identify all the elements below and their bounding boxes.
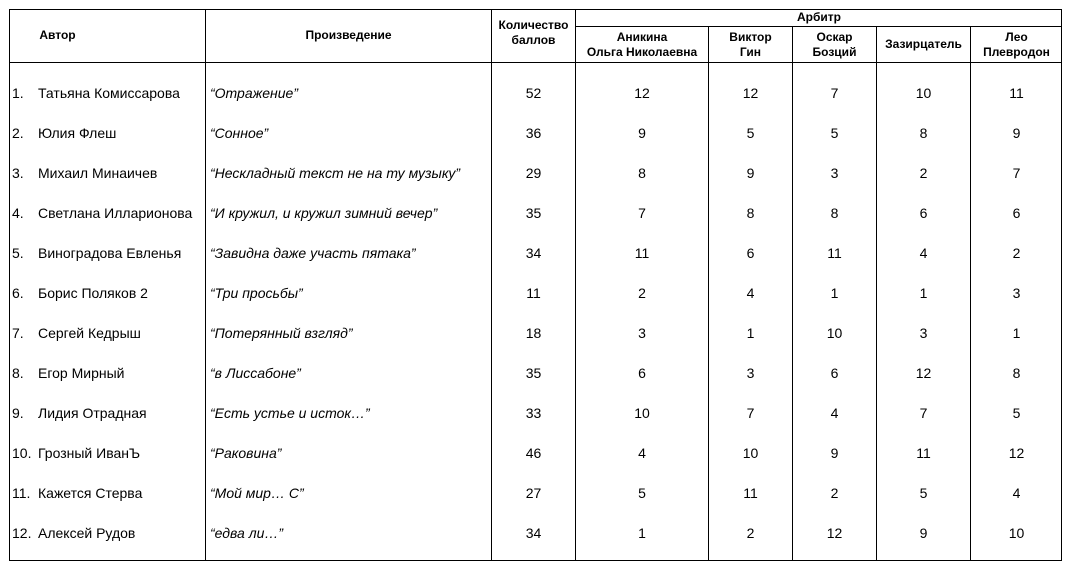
header-judge-plevrodon xyxy=(971,30,1062,60)
judge-mark: 10 xyxy=(1008,525,1025,541)
author-name: Светлана Илларионова xyxy=(38,205,193,221)
work-title: “едва ли…” xyxy=(210,525,284,541)
judge-mark: 11 xyxy=(743,485,758,501)
total-score: 36 xyxy=(525,125,542,141)
judge-mark: 8 xyxy=(638,165,646,181)
row-number: 6. xyxy=(12,285,24,301)
row-number: 8. xyxy=(12,365,24,381)
author-name: Кажется Стерва xyxy=(38,485,143,501)
judge-mark: 5 xyxy=(919,485,928,501)
judge-mark: 1 xyxy=(919,285,928,301)
judge-mark: 9 xyxy=(746,165,755,181)
author-name: Егор Мирный xyxy=(38,365,125,381)
author-name: Лидия Отрадная xyxy=(38,405,147,421)
author-name: Юлия Флеш xyxy=(38,125,117,141)
total-score: 35 xyxy=(525,205,542,221)
judge-mark: 5 xyxy=(638,485,646,501)
judge-mark: 10 xyxy=(915,85,932,101)
header-judge-gin xyxy=(709,30,792,60)
judge-mark: 4 xyxy=(830,405,839,421)
judge-mark: 8 xyxy=(746,205,755,221)
judge-mark: 8 xyxy=(1012,365,1021,381)
judge-line2: Плевродон xyxy=(983,45,1050,59)
total-score: 52 xyxy=(525,85,542,101)
judge-mark: 6 xyxy=(638,365,646,381)
judge-mark: 2 xyxy=(919,165,928,181)
row-number: 2. xyxy=(12,125,24,141)
author-name: Борис Поляков 2 xyxy=(38,285,148,301)
judge-mark: 11 xyxy=(634,245,650,261)
column-divider xyxy=(205,9,206,561)
judge-mark: 5 xyxy=(1012,405,1021,421)
judge-mark: 6 xyxy=(746,245,755,261)
judge-mark: 5 xyxy=(830,125,839,141)
judge-mark: 9 xyxy=(638,125,646,141)
judge-mark: 8 xyxy=(919,125,928,141)
judge-line1: Зазирцатель xyxy=(885,37,962,51)
judge-mark: 9 xyxy=(919,525,928,541)
header-judge-zazirtsatel xyxy=(877,37,970,52)
work-title: “Раковина” xyxy=(210,445,282,461)
row-number: 11. xyxy=(12,485,31,501)
author-name: Алексей Рудов xyxy=(38,525,136,541)
judge-line2: Ольга Николаевна xyxy=(586,45,698,59)
work-title: “Есть устье и исток…” xyxy=(210,405,370,421)
header-score xyxy=(492,18,575,48)
judge-mark: 12 xyxy=(826,525,843,541)
judge-line1: Виктор xyxy=(729,30,772,44)
row-number: 3. xyxy=(12,165,24,181)
row-number: 12. xyxy=(12,525,32,541)
header-bottom-line xyxy=(9,62,1062,63)
judge-mark: 12 xyxy=(915,365,932,381)
total-score: 29 xyxy=(525,165,542,181)
judge-mark: 3 xyxy=(919,325,928,341)
judge-mark: 1 xyxy=(830,285,839,301)
total-score: 34 xyxy=(525,525,542,541)
row-number: 1. xyxy=(12,85,24,101)
judge-mark: 12 xyxy=(1008,445,1025,461)
work-title: “в Лиссабоне” xyxy=(210,365,301,381)
work-title: “И кружил, и кружил зимний вечер” xyxy=(210,205,438,221)
total-score: 46 xyxy=(525,445,542,461)
total-score: 33 xyxy=(525,405,542,421)
judge-mark: 6 xyxy=(1012,205,1021,221)
judge-mark: 7 xyxy=(830,85,839,101)
judge-mark: 4 xyxy=(638,445,646,461)
judge-mark: 1 xyxy=(746,325,755,341)
header-work: Произведение xyxy=(305,28,392,42)
judge-mark: 3 xyxy=(830,165,839,181)
row-number: 10. xyxy=(12,445,32,461)
judge-mark: 2 xyxy=(830,485,839,501)
author-name: Сергей Кедрыш xyxy=(38,325,141,341)
judge-mark: 2 xyxy=(638,285,646,301)
judge-mark: 7 xyxy=(746,405,755,421)
judge-mark: 11 xyxy=(827,245,842,261)
judge-mark: 12 xyxy=(634,85,650,101)
judge-mark: 9 xyxy=(1012,125,1021,141)
header-author: Автор xyxy=(39,28,76,42)
work-title: “Потерянный взгляд” xyxy=(210,325,353,341)
judge-mark: 11 xyxy=(1009,85,1024,101)
header-arbiter: Арбитр xyxy=(797,10,841,24)
total-score: 11 xyxy=(526,285,541,301)
judge-mark: 8 xyxy=(830,205,839,221)
judge-mark: 10 xyxy=(826,325,843,341)
header-score-line1: Количество xyxy=(498,18,569,32)
judge-mark: 1 xyxy=(638,525,646,541)
row-number: 9. xyxy=(12,405,24,421)
judge-line2: Гин xyxy=(739,45,762,59)
judge-mark: 2 xyxy=(1012,245,1021,261)
judge-mark: 3 xyxy=(746,365,755,381)
judge-mark: 5 xyxy=(746,125,755,141)
work-title: “Завидна даже участь пятака” xyxy=(210,245,416,261)
total-score: 34 xyxy=(525,245,542,261)
header-judge-bozciy xyxy=(793,30,876,60)
judge-mark: 4 xyxy=(1012,485,1021,501)
work-title: “Нескладный текст не на ту музыку” xyxy=(210,165,461,181)
judge-mark: 10 xyxy=(742,445,759,461)
judge-line1: Лео xyxy=(1005,30,1028,44)
total-score: 27 xyxy=(525,485,542,501)
header-score-line2: баллов xyxy=(511,33,556,47)
row-number: 5. xyxy=(12,245,24,261)
judge-mark: 9 xyxy=(830,445,839,461)
judge-mark: 2 xyxy=(746,525,755,541)
judge-mark: 3 xyxy=(1012,285,1021,301)
author-name: Грозный ИванЪ xyxy=(38,445,141,461)
judge-mark: 4 xyxy=(919,245,928,261)
header-judge-anikina xyxy=(576,30,708,60)
row-number: 7. xyxy=(12,325,24,341)
arbiter-divider xyxy=(575,26,1062,27)
judge-mark: 10 xyxy=(634,405,650,421)
author-name: Виноградова Евленья xyxy=(38,245,182,261)
judge-mark: 7 xyxy=(1012,165,1021,181)
work-title: “Три просьбы” xyxy=(210,285,303,301)
judge-mark: 3 xyxy=(638,325,646,341)
work-title: “Сонное” xyxy=(210,125,269,141)
judge-mark: 7 xyxy=(919,405,928,421)
judge-line2: Бозций xyxy=(812,45,857,59)
author-name: Татьяна Комиссарова xyxy=(38,85,180,101)
judge-mark: 6 xyxy=(830,365,839,381)
judge-mark: 7 xyxy=(638,205,646,221)
total-score: 35 xyxy=(525,365,542,381)
judge-mark: 4 xyxy=(746,285,755,301)
judge-line1: Аникина xyxy=(616,30,668,44)
row-number: 4. xyxy=(12,205,24,221)
total-score: 18 xyxy=(525,325,542,341)
judge-mark: 12 xyxy=(742,85,759,101)
work-title: “Мой мир… С” xyxy=(210,485,304,501)
work-title: “Отражение” xyxy=(210,85,298,101)
author-name: Михаил Минаичев xyxy=(38,165,158,181)
judge-mark: 11 xyxy=(916,445,931,461)
judge-mark: 6 xyxy=(919,205,928,221)
judge-line1: Оскар xyxy=(816,30,853,44)
judge-mark: 1 xyxy=(1012,325,1021,341)
